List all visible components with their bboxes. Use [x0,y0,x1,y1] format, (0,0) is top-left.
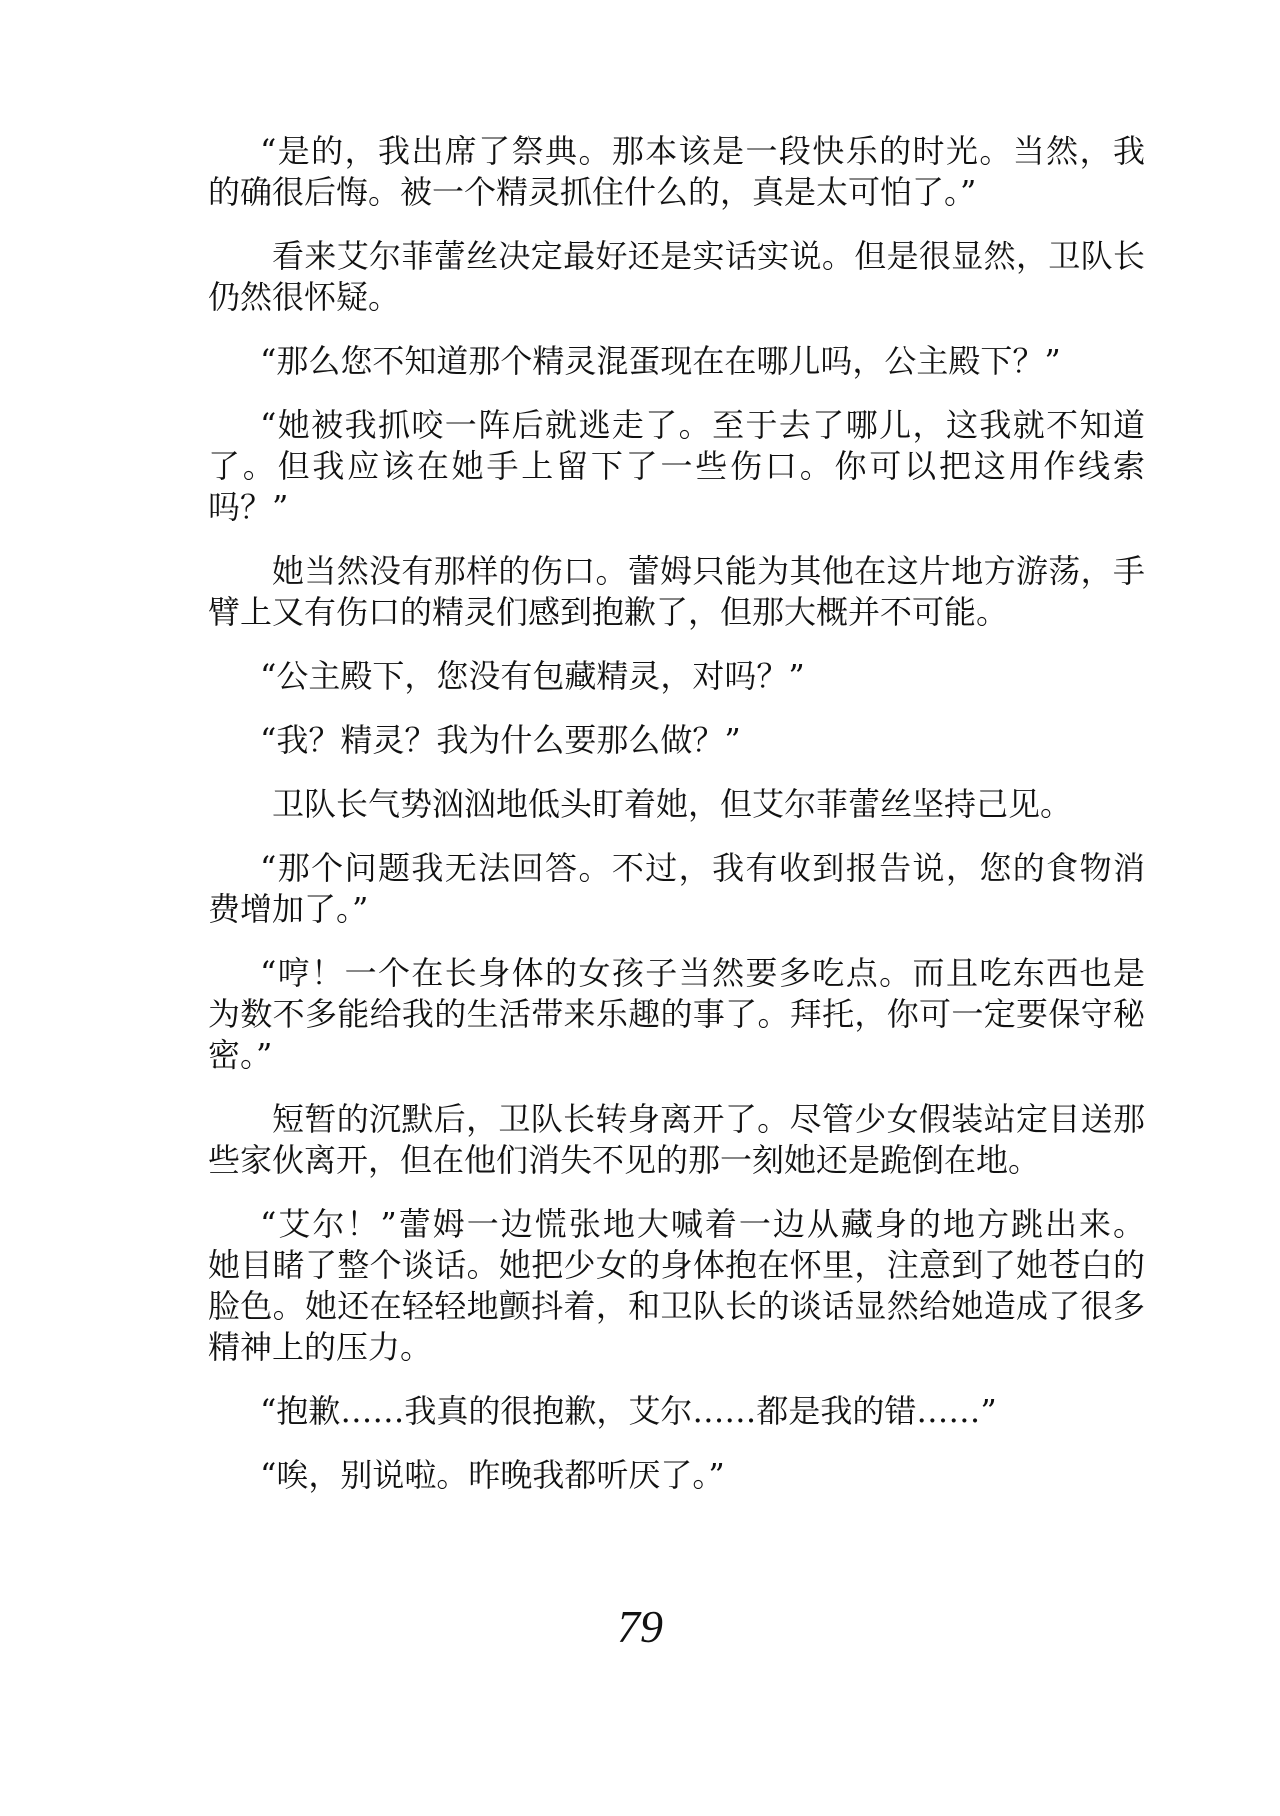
paragraph [208,1204,1145,1368]
text-line: “艾尔！”蕾姆一边慌张地大喊着一边从藏身的地方跳出来。 [260,1205,1145,1243]
body-text [208,131,1145,1519]
text-line: 看来艾尔菲蕾丝决定最好还是实话实说。但是很显然，卫队长 [272,237,1145,275]
paragraph [208,656,1145,697]
paragraph [208,131,1145,213]
paragraph [208,236,1145,318]
text-line: 卫队长气势汹汹地低头盯着她，但艾尔菲蕾丝坚持己见。 [272,785,1073,823]
paragraph [208,551,1145,633]
text-line: 些家伙离开，但在他们消失不见的那一刻她还是跪倒在地。 [208,1141,1041,1179]
text-line: “是的，我出席了祭典。那本该是一段快乐的时光。当然，我 [260,132,1145,170]
paragraph [208,405,1145,528]
text-line: 精神上的压力。 [208,1328,433,1366]
paragraph [208,1099,1145,1181]
text-line: “她被我抓咬一阵后就逃走了。至于去了哪儿，这我就不知道 [260,406,1145,444]
text-line: 为数不多能给我的生活带来乐趣的事了。拜托，你可一定要保守秘 [208,995,1145,1033]
text-line: 的确很后悔。被一个精灵抓住什么的，真是太可怕了。” [208,173,977,211]
text-line: “那么您不知道那个精灵混蛋现在在哪儿吗，公主殿下？” [260,342,1061,380]
text-line: 了。但我应该在她手上留下了一些伤口。你可以把这用作线索 [208,447,1145,485]
text-line: 仍然很怀疑。 [208,278,401,316]
text-line: “哼！一个在长身体的女孩子当然要多吃点。而且吃东西也是 [260,954,1145,992]
text-line: “唉，别说啦。昨晚我都听厌了。” [260,1456,725,1494]
text-line: “那个问题我无法回答。不过，我有收到报告说，您的食物消 [260,849,1145,887]
paragraph [208,1455,1145,1496]
text-line: 密。” [208,1036,273,1074]
text-line: 短暂的沉默后，卫队长转身离开了。尽管少女假装站定目送那 [272,1100,1145,1138]
paragraph [208,953,1145,1076]
text-line: 她目睹了整个谈话。她把少女的身体抱在怀里，注意到了她苍白的 [208,1246,1145,1284]
paragraph [208,784,1145,825]
text-line: “我？精灵？我为什么要那么做？” [260,721,741,759]
paragraph [208,1391,1145,1432]
paragraph [208,341,1145,382]
text-line: “公主殿下，您没有包藏精灵，对吗？” [260,657,805,695]
text-line: 费增加了。” [208,890,369,928]
page-number: 79 [617,1601,663,1652]
paragraph [208,720,1145,761]
text-line: 臂上又有伤口的精灵们感到抱歉了，但那大概并不可能。 [208,593,1009,631]
paragraph [208,848,1145,930]
text-line: 吗？” [208,488,289,526]
text-line: “抱歉……我真的很抱歉，艾尔……都是我的错……” [260,1392,997,1430]
text-line: 脸色。她还在轻轻地颤抖着，和卫队长的谈话显然给她造成了很多 [208,1287,1145,1325]
text-line: 她当然没有那样的伤口。蕾姆只能为其他在这片地方游荡，手 [272,552,1145,590]
